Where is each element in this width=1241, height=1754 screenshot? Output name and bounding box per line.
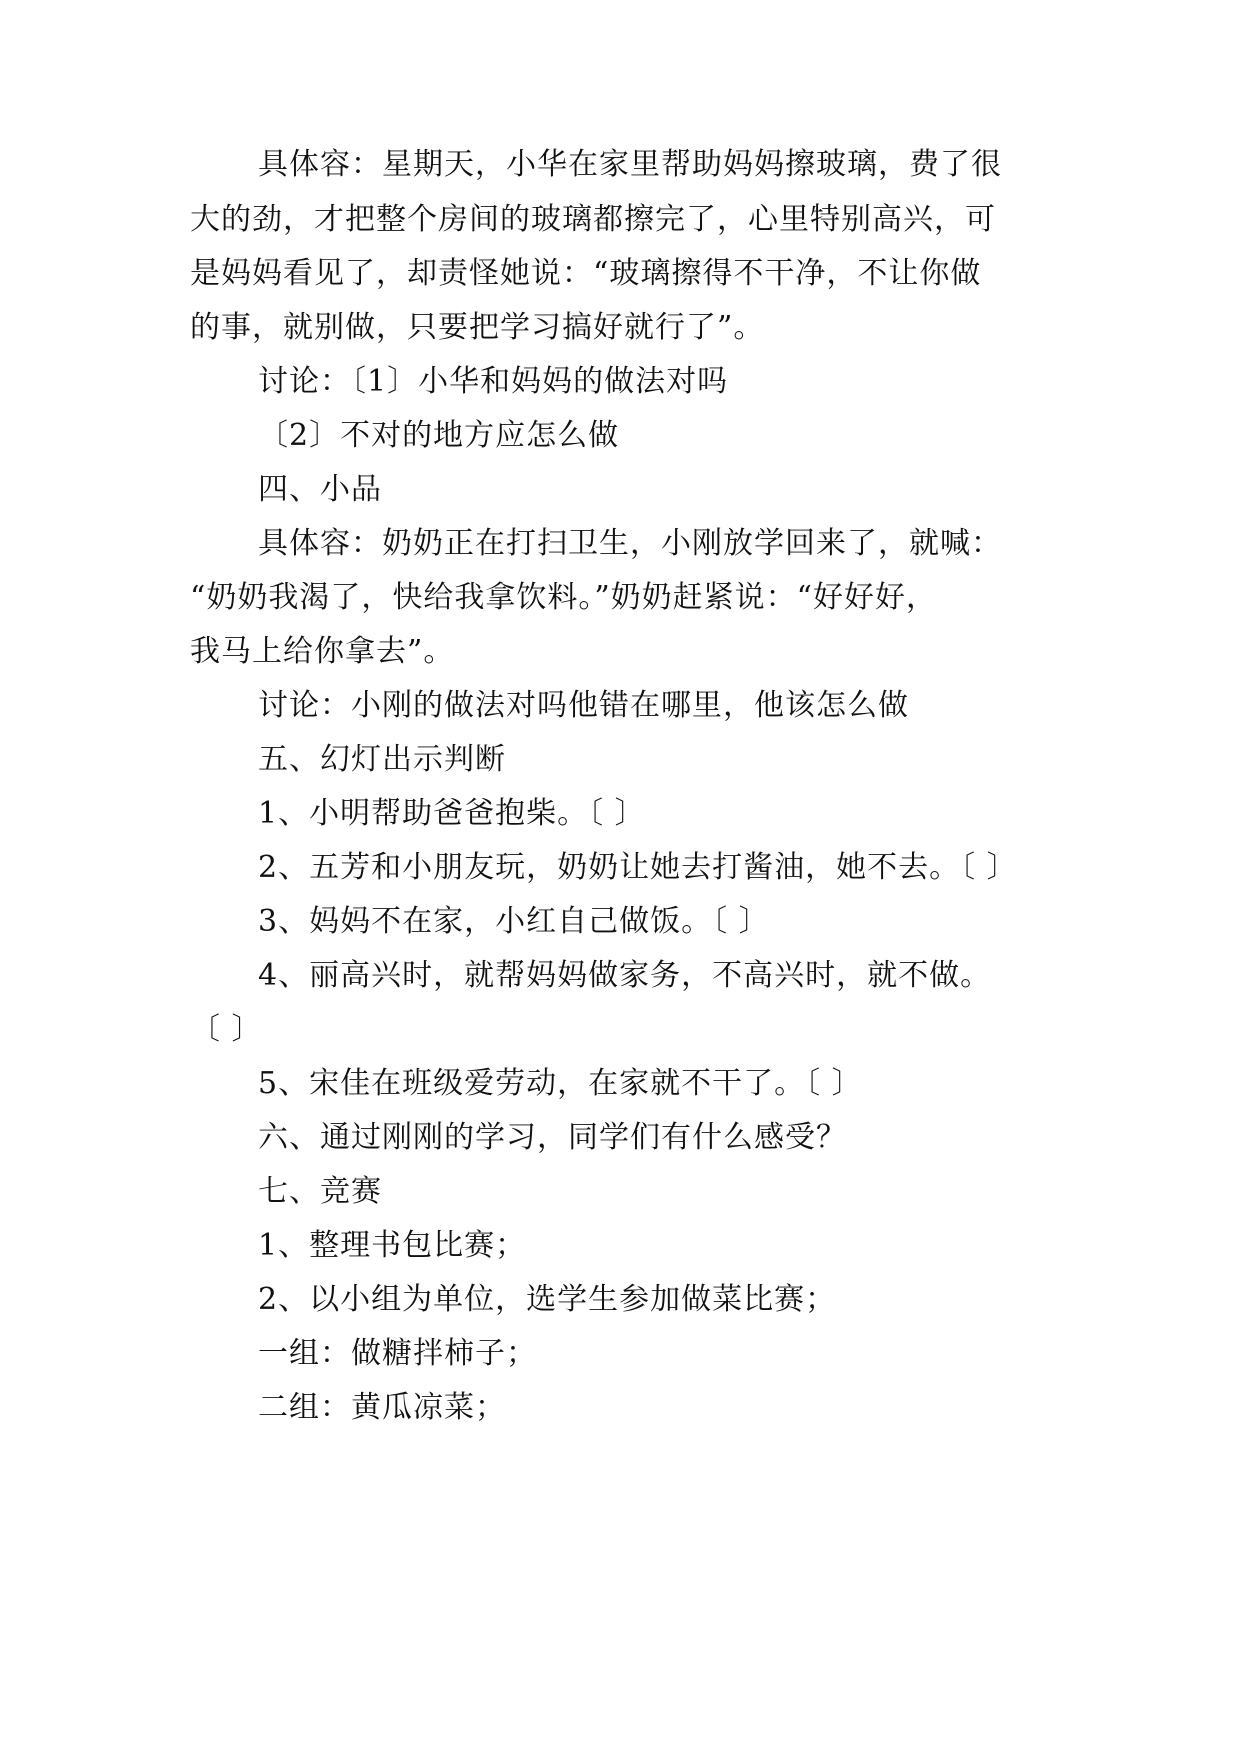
section-heading: 七、竞赛 — [258, 1174, 382, 1209]
judgment-item: 2、五芳和小朋友玩，奶奶让她去打酱油，她不去。〔 〕 — [258, 850, 1018, 885]
discussion-line: 〔2〕不对的地方应怎么做 — [258, 418, 620, 453]
list-item: 二组：黄瓜凉菜； — [258, 1390, 506, 1425]
discussion-line: 讨论：〔1〕小华和妈妈的做法对吗 — [258, 364, 729, 399]
paragraph-line: 的事，就别做，只要把学习搞好就行了”。 — [190, 310, 765, 345]
list-item: 一组：做糖拌柿子； — [258, 1336, 537, 1371]
section-heading: 六、通过刚刚的学习，同学们有什么感受？ — [258, 1120, 847, 1155]
list-item: 2、以小组为单位，选学生参加做菜比赛； — [258, 1282, 837, 1317]
section-heading: 四、小品 — [258, 472, 382, 507]
judgment-item-bracket: 〔 〕 — [190, 1012, 263, 1047]
paragraph-line: 大的劲，才把整个房间的玻璃都擦完了，心里特别高兴，可 — [190, 202, 996, 237]
paragraph-line: 我马上给你拿去”。 — [190, 634, 455, 669]
section-heading: 五、幻灯出示判断 — [258, 742, 506, 777]
discussion-line: 讨论：小刚的做法对吗他错在哪里，他该怎么做 — [258, 688, 909, 723]
judgment-item: 3、妈妈不在家，小红自己做饭。〔 〕 — [258, 904, 770, 939]
paragraph-line: 是妈妈看见了，却责怪她说：“玻璃擦得不干净，不让你做 — [190, 256, 982, 291]
paragraph-line: 具体容：星期天，小华在家里帮助妈妈擦玻璃，费了很 — [258, 147, 1002, 182]
paragraph-line: 具体容：奶奶正在打扫卫生，小刚放学回来了，就喊： — [258, 526, 1002, 561]
paragraph-line: “奶奶我渴了，快给我拿饮料。”奶奶赶紧说：“好好好， — [190, 580, 938, 615]
judgment-item: 5、宋佳在班级爱劳动，在家就不干了。〔 〕 — [258, 1066, 863, 1101]
judgment-item: 4、丽高兴时，就帮妈妈做家务，不高兴时，就不做。 — [258, 958, 992, 993]
list-item: 1、整理书包比赛； — [258, 1228, 527, 1263]
judgment-item: 1、小明帮助爸爸抱柴。〔 〕 — [258, 796, 646, 831]
